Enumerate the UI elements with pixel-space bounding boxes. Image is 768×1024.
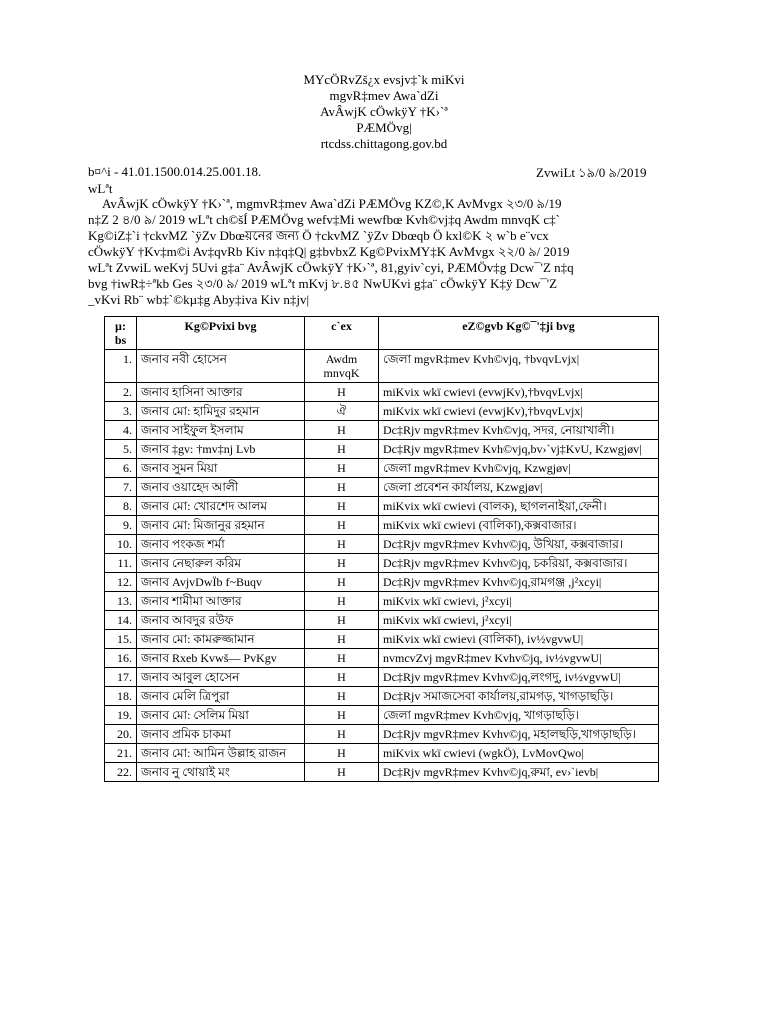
city-name: PÆMÖvg| xyxy=(356,120,412,135)
office-cell: Dc‡Rjv mgvR‡mev Kvhv©jq, চকরিয়া, কক্সবাজার। xyxy=(379,554,659,573)
office-cell: miKvix wkï cwievi (বালিকা),কক্সবাজার। xyxy=(379,516,659,535)
table-row xyxy=(105,383,659,402)
table-row xyxy=(105,744,659,763)
office-cell: জেলা mgvR‡mev Kvh©vjq, খাগড়াছড়ি। xyxy=(379,706,659,725)
name-cell: জনাব হাসিনা আক্তার xyxy=(137,383,305,402)
office-name: AvÂwjK cÖwkÿY †K›`ª xyxy=(320,104,448,119)
name-cell: জনাব নবী হোসেন xyxy=(137,350,305,383)
serial-cell: 6. xyxy=(105,459,137,478)
name-cell: জনাব ওয়াহেদ আলী xyxy=(137,478,305,497)
table-row xyxy=(105,497,659,516)
name-cell: জনাব শামীমা আক্তার xyxy=(137,592,305,611)
name-cell: জনাব মো: আমিন উল্লাহ রাজন xyxy=(137,744,305,763)
header-name: Kg©Pvixi bvg xyxy=(137,317,305,350)
header-designation: c`ex xyxy=(305,317,379,350)
office-cell: miKvix wkï cwievi, j²xcyi| xyxy=(379,611,659,630)
table-row xyxy=(105,725,659,744)
designation-cell: H xyxy=(305,573,379,592)
table-row xyxy=(105,687,659,706)
table-row xyxy=(105,630,659,649)
nominee-table xyxy=(104,316,659,782)
office-cell: miKvix wkï cwievi, j²xcyi| xyxy=(379,592,659,611)
designation-cell: H xyxy=(305,763,379,782)
name-cell: জনাব সাইফুল ইসলাম xyxy=(137,421,305,440)
table-row xyxy=(105,668,659,687)
serial-cell: 2. xyxy=(105,383,137,402)
header-office: eZ©gvb Kg©¯'‡ji bvg xyxy=(379,317,659,350)
govt-name: MYcÖRvZš¿x evsjv‡`k miKvi xyxy=(303,72,465,87)
serial-cell: 22. xyxy=(105,763,137,782)
serial-cell: 5. xyxy=(105,440,137,459)
designation-cell: H xyxy=(305,687,379,706)
designation-cell: H xyxy=(305,668,379,687)
body-line: _vKvi Rb¨ wb‡`©kµ‡g Aby‡iva Kiv n‡jv| xyxy=(88,292,310,307)
office-cell: miKvix wkï cwievi (wgkÖ), LvMovQwo| xyxy=(379,744,659,763)
table-row xyxy=(105,459,659,478)
body-line: Kg©iZ‡`i †ckvMZ `ÿZv Dbœয়নের জন্য Ö †ckvMZ `ÿZv Dbœqb Ö kxl©K ২ w`b e¨vcx xyxy=(88,228,549,243)
table-row xyxy=(105,402,659,421)
office-cell: Dc‡Rjv mgvR‡mev Kvhv©jq, মহালছড়ি,খাগড়াছড়ি। xyxy=(379,725,659,744)
serial-cell: 4. xyxy=(105,421,137,440)
table-body xyxy=(105,350,659,782)
serial-cell: 19. xyxy=(105,706,137,725)
serial-cell: 1. xyxy=(105,350,137,383)
designation-cell: H xyxy=(305,535,379,554)
serial-cell: 14. xyxy=(105,611,137,630)
serial-cell: 13. xyxy=(105,592,137,611)
name-cell: জনাব মো: কামরুজ্জামান xyxy=(137,630,305,649)
table-row xyxy=(105,350,659,383)
name-cell: জনাব মো: হামিদুর রহমান xyxy=(137,402,305,421)
header-serial: µ: bs xyxy=(105,317,137,350)
name-cell: জনাব পংকজ শর্মা xyxy=(137,535,305,554)
designation-cell: H xyxy=(305,421,379,440)
designation-cell: H xyxy=(305,383,379,402)
table-row xyxy=(105,440,659,459)
body-line: bvg †iwR‡÷ªkb Ges ২৩/0 ৯/ 2019 wLªt mKvj ৮.৪৫ NwUKvi g‡a¨ cÖwkÿY K‡ÿ Dcw¯'Z xyxy=(88,276,558,291)
office-cell: miKvix wkï cwievi (evwjKv),†bvqvLvjx| xyxy=(379,402,659,421)
table-row xyxy=(105,706,659,725)
office-cell: Dc‡Rjv সমাজসেবা কার্যালয়,রামগড়, খাগড়াছড়ি। xyxy=(379,687,659,706)
designation-cell: H xyxy=(305,554,379,573)
body-line: cÖwkÿY †Kv‡m©i Av‡qvRb Kiv n‡q‡Q| g‡bvbxZ Kg©PvixMY‡K AvMvgx ২২/0 ৯/ 2019 xyxy=(88,244,570,259)
office-cell: Dc‡Rjv mgvR‡mev Kvhv©jq, উখিয়া, কক্সবাজার। xyxy=(379,535,659,554)
office-cell: miKvix wkï cwievi (evwjKv),†bvqvLvjx| xyxy=(379,383,659,402)
body-paragraph xyxy=(88,196,680,308)
serial-cell: 18. xyxy=(105,687,137,706)
name-cell: জনাব আবদুর রউফ xyxy=(137,611,305,630)
office-cell: Dc‡Rjv mgvR‡mev Kvh©vjq, সদর, নোয়াখালী। xyxy=(379,421,659,440)
table-row xyxy=(105,763,659,782)
body-line: n‡Z 2 ৪/0 ৯/ 2019 wLªt ch©šÍ PÆMÖvg wefv‡Mi wewfbœ Kvh©vj‡q Awdm mnvqK c‡` xyxy=(88,212,560,227)
office-cell: miKvix wkï cwievi (বালক), ছাগলনাইয়া,ফেনী। xyxy=(379,497,659,516)
name-cell: জনাব মো: মিজানুর রহমান xyxy=(137,516,305,535)
serial-cell: 3. xyxy=(105,402,137,421)
serial-cell: 12. xyxy=(105,573,137,592)
table-row xyxy=(105,478,659,497)
table-row xyxy=(105,421,659,440)
name-cell: জনাব ‡gv: †mv‡nj Lvb xyxy=(137,440,305,459)
designation-cell: H xyxy=(305,706,379,725)
name-cell: জনাব নেছারুল করিম xyxy=(137,554,305,573)
table-row xyxy=(105,649,659,668)
serial-cell: 7. xyxy=(105,478,137,497)
table-row xyxy=(105,573,659,592)
serial-cell: 9. xyxy=(105,516,137,535)
designation-cell: H xyxy=(305,497,379,516)
serial-cell: 15. xyxy=(105,630,137,649)
office-cell: Dc‡Rjv mgvR‡mev Kvhv©jq,রামগঞ্জ ,j²xcyi| xyxy=(379,573,659,592)
designation-cell: H xyxy=(305,440,379,459)
designation-cell: H xyxy=(305,630,379,649)
serial-cell: 11. xyxy=(105,554,137,573)
designation-cell: H xyxy=(305,459,379,478)
name-cell: জনাব সুমন মিয়া xyxy=(137,459,305,478)
table-row xyxy=(105,535,659,554)
serial-cell: 16. xyxy=(105,649,137,668)
office-cell: জেলা mgvR‡mev Kvh©vjq, Kzwgjøv| xyxy=(379,459,659,478)
office-cell: Dc‡Rjv mgvR‡mev Kvhv©jq,লংগদু, iv½vgvwU| xyxy=(379,668,659,687)
table-header-row xyxy=(105,317,659,350)
office-cell: জেলা প্রবেশন কার্যালয়, Kzwgjøv| xyxy=(379,478,659,497)
memo-date: ZvwiLt ১৯/0 ৯/2019 xyxy=(536,165,647,180)
name-cell: জনাব AvjvDwÏb f~Buqv xyxy=(137,573,305,592)
name-cell: জনাব আবুল হোসেন xyxy=(137,668,305,687)
name-cell: জনাব প্রমিক চাকমা xyxy=(137,725,305,744)
name-cell: জনাব মেলি ত্রিপুরা xyxy=(137,687,305,706)
table-row xyxy=(105,592,659,611)
serial-cell: 8. xyxy=(105,497,137,516)
body-line: AvÂwjK cÖwkÿY †K›`ª, mgmvR‡mev Awa`dZi PÆMÖvg KZ©,K AvMvgx ২৩/0 ৯/19 xyxy=(102,196,562,211)
department-name: mgvR‡mev Awa`dZi xyxy=(329,88,439,103)
serial-cell: 20. xyxy=(105,725,137,744)
body-line: wLªt ZvwiL weKvj 5Uvi g‡a¨ AvÂwjK cÖwkÿY †K›`ª, 81,gyiv`cyi, PÆMÖv‡g Dcw¯'Z n‡q xyxy=(88,260,574,275)
memo-number: b¤^i - 41.01.1500.014.25.001.18. xyxy=(88,164,262,179)
serial-cell: 17. xyxy=(105,668,137,687)
designation-cell: H xyxy=(305,649,379,668)
office-cell: nvmcvZvj mgvR‡mev Kvhv©jq, iv½vgvwU| xyxy=(379,649,659,668)
table-row xyxy=(105,516,659,535)
designation-cell: H xyxy=(305,744,379,763)
subject-label: wLªt xyxy=(88,181,113,196)
name-cell: জনাব মো: খোরশেদ আলম xyxy=(137,497,305,516)
table-row xyxy=(105,611,659,630)
designation-cell: H xyxy=(305,611,379,630)
designation-cell: H xyxy=(305,516,379,535)
website: rtcdss.chittagong.gov.bd xyxy=(320,136,448,151)
office-cell: miKvix wkï cwievi (বালিকা), iv½vgvwU| xyxy=(379,630,659,649)
designation-cell: H xyxy=(305,592,379,611)
designation-cell: Awdm mnvqK xyxy=(305,350,379,383)
serial-cell: 21. xyxy=(105,744,137,763)
letterhead xyxy=(0,72,768,152)
office-cell: Dc‡Rjv mgvR‡mev Kvh©vjq,bv›`vj‡KvU, Kzwgjøv| xyxy=(379,440,659,459)
office-cell: Dc‡Rjv mgvR‡mev Kvhv©jq,রুমা, ev›`ievb| xyxy=(379,763,659,782)
designation-cell: H xyxy=(305,478,379,497)
name-cell: জনাব Rxeb Kvwš— PvKgv xyxy=(137,649,305,668)
name-cell: জনাব নু থোয়াই মং xyxy=(137,763,305,782)
designation-cell: H xyxy=(305,725,379,744)
office-cell: জেলা mgvR‡mev Kvh©vjq, †bvqvLvjx| xyxy=(379,350,659,383)
designation-cell: ঐ xyxy=(305,402,379,421)
name-cell: জনাব মো: সেলিম মিয়া xyxy=(137,706,305,725)
serial-cell: 10. xyxy=(105,535,137,554)
table-row xyxy=(105,554,659,573)
